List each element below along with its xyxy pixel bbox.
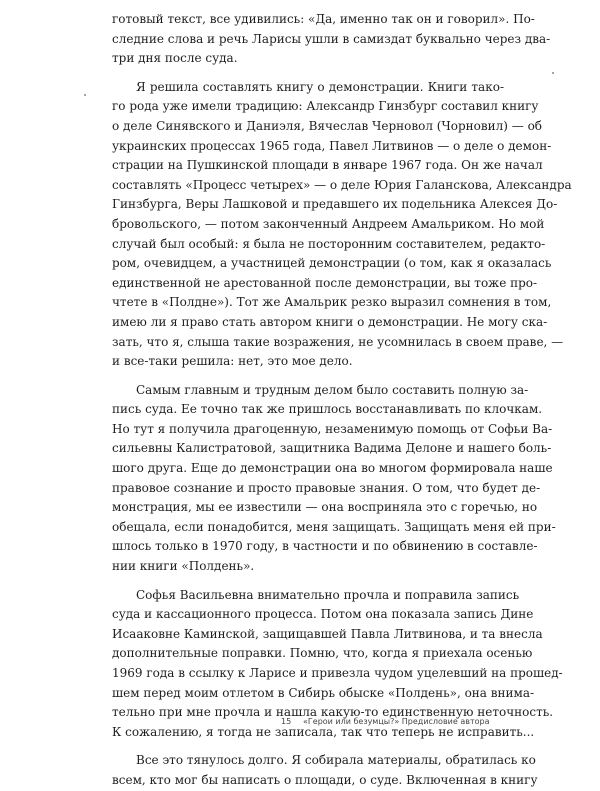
- paragraph: [112, 751, 538, 790]
- text-line: 1969 года в ссылку к Ларисе и привезла чудом уцелевший на прошед-: [112, 666, 563, 680]
- text-line: украинских процессах 1965 года, Павел Литвинов — о деле о демон-: [112, 138, 552, 153]
- text-line: пись суда. Ее точно так же пришлось восстанавливать по клочкам.: [112, 402, 543, 417]
- text-line: тельно при мне прочла и нашла какую-то единственную неточность.: [112, 705, 554, 720]
- text-line: шлось только в 1970 году, в частности и по обвинению в составле-: [112, 539, 538, 554]
- text-line: чтете в «Полдне»). Тот же Амальрик резко выразил сомнения в том,: [112, 295, 552, 310]
- text-line: составлять «Процесс четырех» — о деле Юрия Галанскова, Александра: [112, 177, 572, 192]
- page-number: 15: [281, 717, 292, 726]
- text-line: суда и кассационного процесса. Потом она показала запись Дине: [112, 607, 534, 622]
- text-line: Исааковне Каминской, защищавшей Павла Литвинова, и та внесла: [112, 626, 543, 641]
- text-line: Софья Васильевна внимательно прочла и поправила запись: [136, 587, 520, 602]
- text-line: единственной не арестованной после демонстрации, вы тоже про-: [112, 275, 538, 290]
- text-line: правовое сознание и просто правовые знания. О том, что будет де-: [112, 480, 541, 495]
- paragraph: [112, 78, 572, 372]
- text-line: Гинзбурга, Веры Лашковой и предавшего их подельника Алексея До-: [112, 197, 558, 212]
- text-line: бровольского, — потом законченный Андреем Амальриком. Но мой: [112, 216, 545, 231]
- paragraph: [112, 381, 556, 577]
- text-line: и все-таки решила: нет, это мое дело.: [112, 354, 353, 369]
- text-line: нии книги «Полдень».: [112, 559, 255, 574]
- text-line: готовый текст, все удивились: «Да, именно так он и говорил». По-: [112, 12, 535, 26]
- page-footer: [0, 717, 600, 731]
- text-line: три дня после суда.: [112, 51, 238, 66]
- text-line: дополнительные поправки. Помню, что, когда я приехала осенью: [112, 646, 533, 661]
- running-head: «Герои или безумцы?» Предисловие автора: [303, 717, 490, 726]
- text-line: зать, что я, слыша такие возражения, не усомнилась в своем праве, —: [112, 334, 564, 349]
- text-line: о деле Синявского и Даниэля, Вячеслав Черновол (Чорновил) — об: [112, 118, 543, 133]
- text-line: имею ли я право стать автором книги о демонстрации. Не могу ска-: [112, 314, 548, 329]
- paragraph: [112, 10, 551, 69]
- text-line: монстрация, мы ее известили — она восприняла это с горечью, но: [112, 500, 538, 515]
- text-line: сильевны Калистратовой, защитника Вадима Делоне и нашего боль-: [112, 441, 552, 456]
- text-line: Но тут я получила драгоценную, незаменимую помощь от Софьи Ва-: [112, 421, 553, 436]
- text-line: ром, очевидцем, а участницей демонстрации (о том, как я оказалась: [112, 256, 552, 271]
- text-line: шем перед моим отлетом в Сибирь обыске «Полдень», она внима-: [112, 685, 535, 700]
- text-line: Я решила составлять книгу о демонстрации. Книги тако-: [136, 79, 504, 94]
- text-line: го рода уже имели традицию: Александр Гинзбург составил книгу: [112, 99, 539, 114]
- text-line: случай был особый: я была не посторонним составителем, редакто-: [112, 236, 546, 251]
- margin-dot: [84, 94, 86, 96]
- text-line: Все это тянулось долго. Я собирала материалы, обратилась ко: [136, 753, 536, 768]
- text-line: следние слова и речь Ларисы ушли в самиздат буквально через два-: [112, 31, 551, 46]
- text-line: Самым главным и трудным делом было составить полную за-: [136, 382, 529, 397]
- text-line: обещала, если понадобится, меня защищать. Защищать меня ей при-: [112, 519, 556, 534]
- text-line: всем, кто мог бы написать о площади, о суде. Включенная в книгу: [112, 772, 538, 787]
- text-line: шого друга. Еще до демонстрации она во многом формировала наше: [112, 461, 553, 476]
- body-text: [112, 10, 572, 791]
- text-line: К сожалению, я тогда не записала, так что теперь не исправить...: [112, 724, 535, 739]
- margin-dot: [552, 72, 554, 74]
- text-line: страции на Пушкинской площади в январе 1967 года. Он же начал: [112, 158, 543, 173]
